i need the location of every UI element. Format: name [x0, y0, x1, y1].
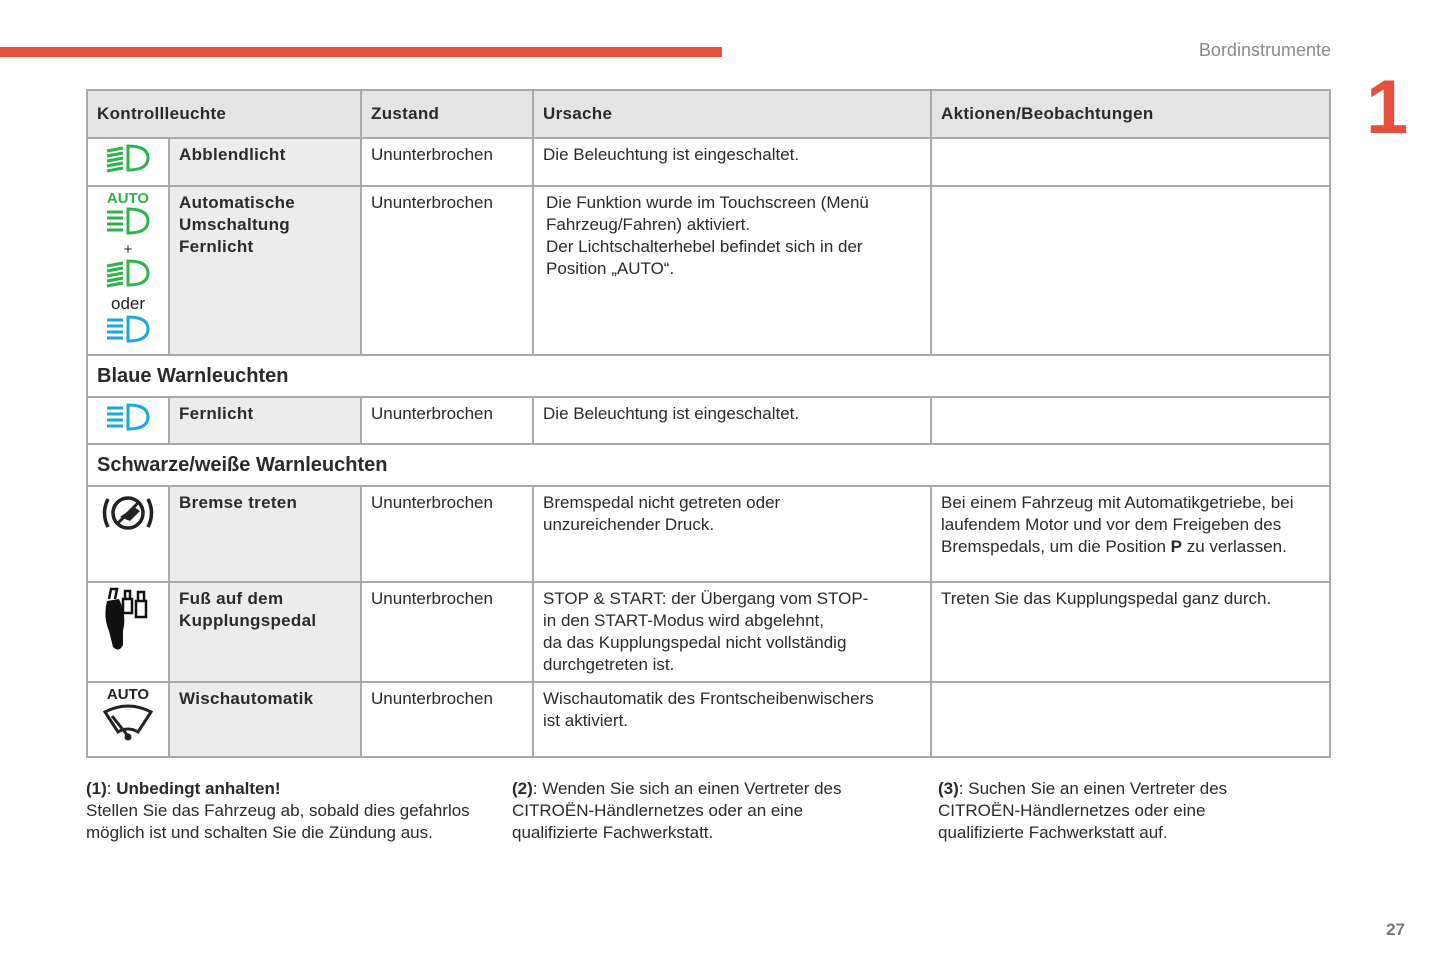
icon-cell — [87, 682, 169, 757]
footnote-2 — [512, 778, 892, 844]
brake-pedal-icon — [98, 491, 158, 535]
footnote-text: Stellen Sie das Fahrzeug ab, sobald dies gefahrlos möglich ist und schalten Sie die Zündung aus. — [86, 801, 470, 842]
chapter-number: 1 — [1366, 65, 1409, 150]
light-name: Automatische Umschaltung Fernlicht — [169, 186, 361, 355]
action: Treten Sie das Kupplungspedal ganz durch. — [931, 582, 1330, 682]
table-row — [87, 397, 1330, 444]
col-header: Zustand — [361, 90, 533, 138]
plus-label: + — [123, 241, 133, 258]
cause: Die Beleuchtung ist eingeschaltet. — [533, 138, 931, 186]
light-name — [169, 582, 361, 682]
table-row — [87, 138, 1330, 186]
icon-cell — [87, 486, 169, 582]
auto-label: AUTO — [106, 190, 150, 207]
cause-line: Die Funktion wurde im Touchscreen (Menü — [546, 193, 869, 212]
clutch-foot-icon — [101, 587, 155, 653]
icon-cell — [87, 582, 169, 682]
cause-line: STOP & START: der Übergang vom STOP- — [543, 589, 869, 608]
footnote-sep: : — [106, 779, 117, 798]
section-title: Bordinstrumente — [1198, 40, 1331, 60]
section-heading-blue: Blaue Warnleuchten — [87, 355, 1330, 397]
cause — [533, 582, 931, 682]
state: Ununterbrochen — [361, 138, 533, 186]
auto-label: AUTO — [106, 686, 150, 703]
action-bold: P — [1170, 537, 1182, 556]
state: Ununterbrochen — [361, 186, 533, 355]
cause-line: ist aktiviert. — [543, 711, 629, 730]
light-name: Bremse treten — [169, 486, 361, 582]
section-row — [87, 444, 1330, 486]
cause-line: Wischautomatik des Frontscheibenwischers — [543, 689, 874, 708]
cause-line: Position „AUTO“. — [546, 259, 675, 278]
action-text: Bei einem Fahrzeug mit Automatikgetriebe, bei laufendem Motor und vor dem Freigeben des Bremspedals, um die Position — [941, 493, 1294, 556]
state: Ununterbrochen — [361, 397, 533, 444]
page-number: 27 — [1386, 920, 1405, 939]
icon-cell — [87, 397, 169, 444]
icon-cell — [87, 186, 169, 355]
table-row — [87, 682, 1330, 757]
footnote-ref: (2) — [512, 779, 533, 798]
name-line: Kupplungspedal — [179, 611, 317, 630]
table-row — [87, 186, 1330, 355]
icon-cell — [87, 138, 169, 186]
table-row — [87, 486, 1330, 582]
cause-line: in den START-Modus wird abgelehnt, — [543, 611, 824, 630]
footnote-bold: Unbedingt anhalten! — [116, 779, 281, 798]
cause-line: durchgetreten ist. — [543, 655, 675, 674]
red-header-bar — [0, 47, 722, 57]
cause — [533, 486, 931, 582]
footnote-text: Wenden Sie sich an einen Vertreter des CITROËN-Händlernetzes oder an eine qualifizierte Fachwerkstatt. — [512, 779, 842, 842]
cause-line: unzureichender Druck. — [543, 515, 715, 534]
col-header: Aktionen/Beobachtungen — [931, 90, 1330, 138]
action — [931, 186, 1330, 355]
low-beam-icon — [104, 143, 152, 173]
cause-line: Der Lichtschalterhebel befindet sich in der — [546, 237, 863, 256]
warning-lights-table — [86, 89, 1331, 758]
action — [931, 138, 1330, 186]
cause — [533, 682, 931, 757]
footnote-ref: (3) — [938, 779, 959, 798]
wiper-icon — [102, 702, 154, 742]
cause-line: Bremspedal nicht getreten oder — [543, 493, 781, 512]
cause — [533, 186, 931, 355]
section-row — [87, 355, 1330, 397]
action-text: zu verlassen. — [1181, 537, 1287, 556]
action — [931, 397, 1330, 444]
col-header: Kontrollleuchte — [87, 90, 361, 138]
action — [931, 486, 1330, 582]
section-heading-bw: Schwarze/weiße Warnleuchten — [87, 444, 1330, 486]
light-name: Wischautomatik — [169, 682, 361, 757]
footnote-1 — [86, 778, 486, 844]
footnote-sep: : — [532, 779, 543, 798]
state: Ununterbrochen — [361, 682, 533, 757]
footnote-text: Suchen Sie an einen Vertreter des CITROËN-Händlernetzes oder eine qualifizierte Fachwerkstatt auf. — [938, 779, 1228, 842]
action — [931, 682, 1330, 757]
high-beam-auto-icon — [104, 206, 152, 236]
high-beam-icon — [104, 314, 152, 344]
footnote-3 — [938, 778, 1278, 844]
cause-line: da das Kupplungspedal nicht vollständig — [543, 633, 847, 652]
or-label: oder — [110, 294, 146, 313]
table-header — [87, 90, 1330, 138]
footnote-ref: (1) — [86, 779, 107, 798]
table-row — [87, 582, 1330, 682]
footnote-sep: : — [958, 779, 969, 798]
name-line: Fuß auf dem — [179, 589, 284, 608]
state: Ununterbrochen — [361, 582, 533, 682]
state: Ununterbrochen — [361, 486, 533, 582]
col-header: Ursache — [533, 90, 931, 138]
light-name: Abblendlicht — [169, 138, 361, 186]
low-beam-icon — [104, 258, 152, 288]
high-beam-icon — [104, 402, 152, 432]
cause: Die Beleuchtung ist eingeschaltet. — [533, 397, 931, 444]
cause-line: Fahrzeug/Fahren) aktiviert. — [546, 215, 751, 234]
light-name: Fernlicht — [169, 397, 361, 444]
